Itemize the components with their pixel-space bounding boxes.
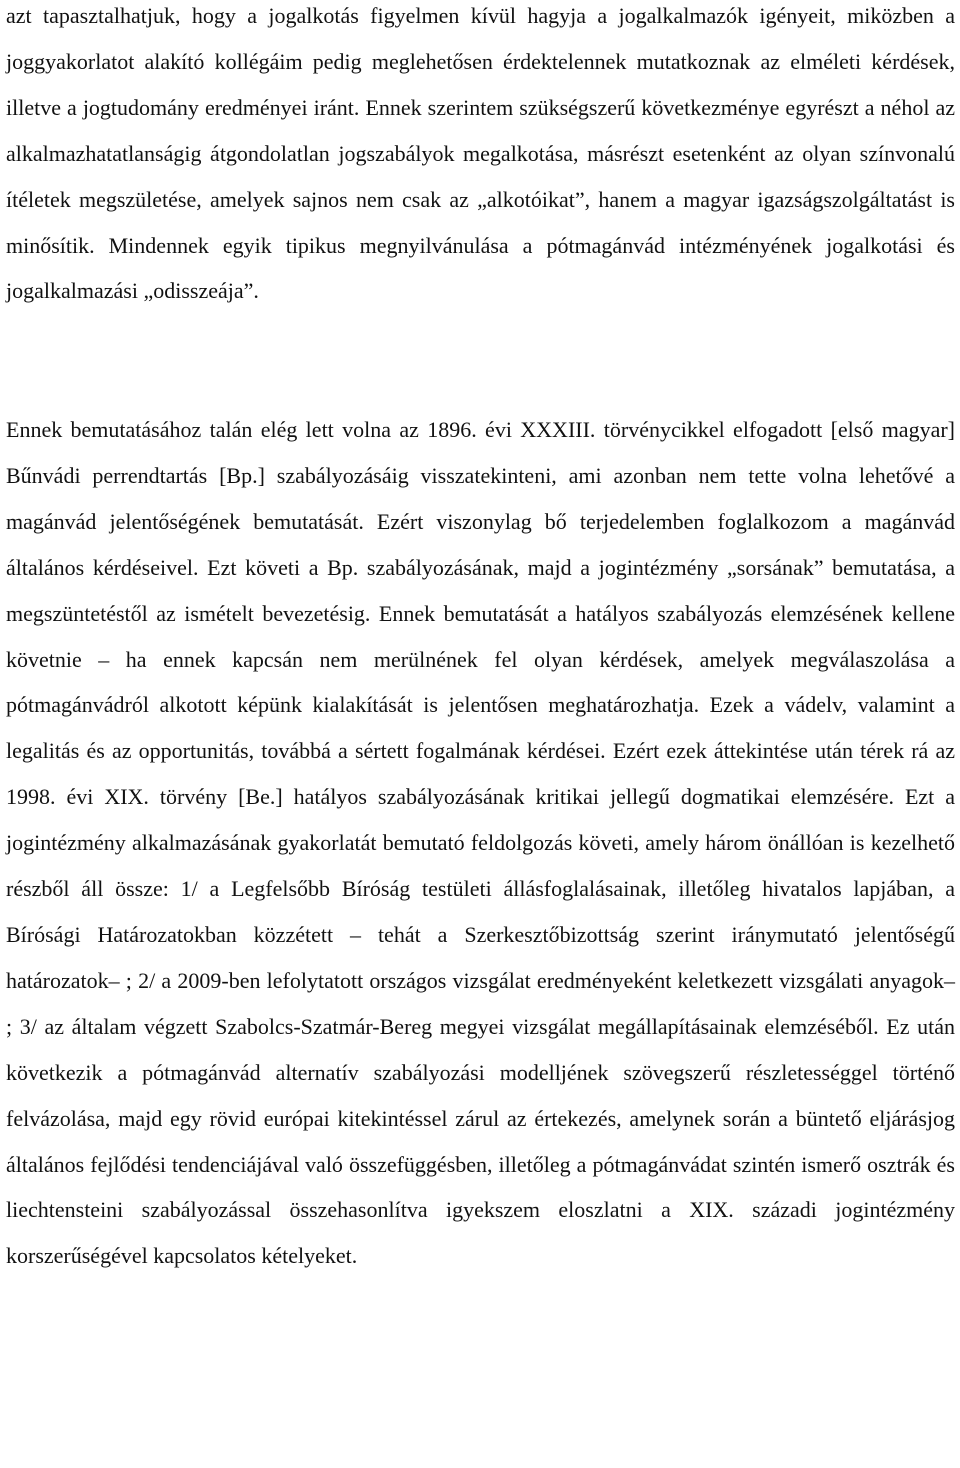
paragraph-2: Ennek bemutatásához talán elég lett volna az 1896. évi XXXIII. törvénycikkel elfogadott [első magyar] Bűnvádi perrendtartás [Bp.] szabályozásáig visszatekinteni, ami azonban nem tette volna lehetővé a magánvád jelentőségének bemutatását. Ezért viszonylag bő terjedelemben foglalkozom a magánvád általános kérdéseivel. Ezt követi a Bp. szabályozásának, majd a jogintézmény „sorsának” bemutatása, a megszüntetéstől az ismételt bevezetésig. Ennek bemutatását a hatályos szabályozás elemzésének kellene követnie – ha ennek kapcsán nem merülnének fel olyan kérdések, amelyek megválaszolása a pótmagánvádról alkotott képünk kialakítását is jelentősen meghatározhatja. Ezek a vádelv, valamint a legalitás és az opportunitás, továbbá a sértett fogalmának kérdései. Ezért ezek áttekintése után térek rá az 1998. évi XIX. törvény [Be.] hatályos szabályozásának kritikai jellegű dogmatikai elemzésére. Ezt a jogintézmény alkalmazásának gyakorlatát bemutató feldolgozás követi, amely három önállóan is kezelhető részből áll össze: 1/ a Legfelsőbb Bíróság testületi állásfoglalásainak, illetőleg hivatalos lapjában, a Bírósági Határozatokban közzétett – tehát a Szerkesztőbizottság szerint iránymutató jelentőségű határozatok– ; 2/ a 2009-ben lefolytatott országos vizsgálat eredményeként keletkezett vizsgálati anyagok– ; 3/ az általam végzett Szabolcs-Szatmár-Bereg megyei vizsgálat megállapításainak elemzéséből. Ez után következik a pótmagánvád alternatív szabályozási modelljének szövegszerű részletességgel történő felvázolása, majd egy rövid európai kitekintéssel zárul az értekezés, amelynek során a büntető eljárásjog általános fejlődési tendenciájával való összefüggésben, illetőleg a pótmagánvádat szintén ismerő osztrák és liechtensteini szabályozással összehasonlítva igyekszem eloszlatni a XIX. századi jogintézmény korszerűségével kapcsolatos kételyeket. [6, 417, 955, 1269]
paragraph-1: azt tapasztalhatjuk, hogy a jogalkotás figyelmen kívül hagyja a jogalkalmazók igényeit, miközben a joggyakorlatot alakító kollégáim pedig meglehetősen érdektelennek mutatkoznak az elméleti kérdések, illetve a jogtudomány eredményei iránt. Ennek szerintem szükségszerű következménye egyrészt a néhol az alkalmazhatatlanságig átgondolatlan jogszabályok megalkotása, másrészt esetenként az olyan színvonalú ítéletek megszületése, amelyek sajnos nem csak az „alkotóikat”, hanem a magyar igazságszolgáltatást is minősítik. Mindennek egyik tipikus megnyilvánulása a pótmagánvád intézményének jogalkotási és jogalkalmazási „odisszeája”. [6, 3, 955, 304]
